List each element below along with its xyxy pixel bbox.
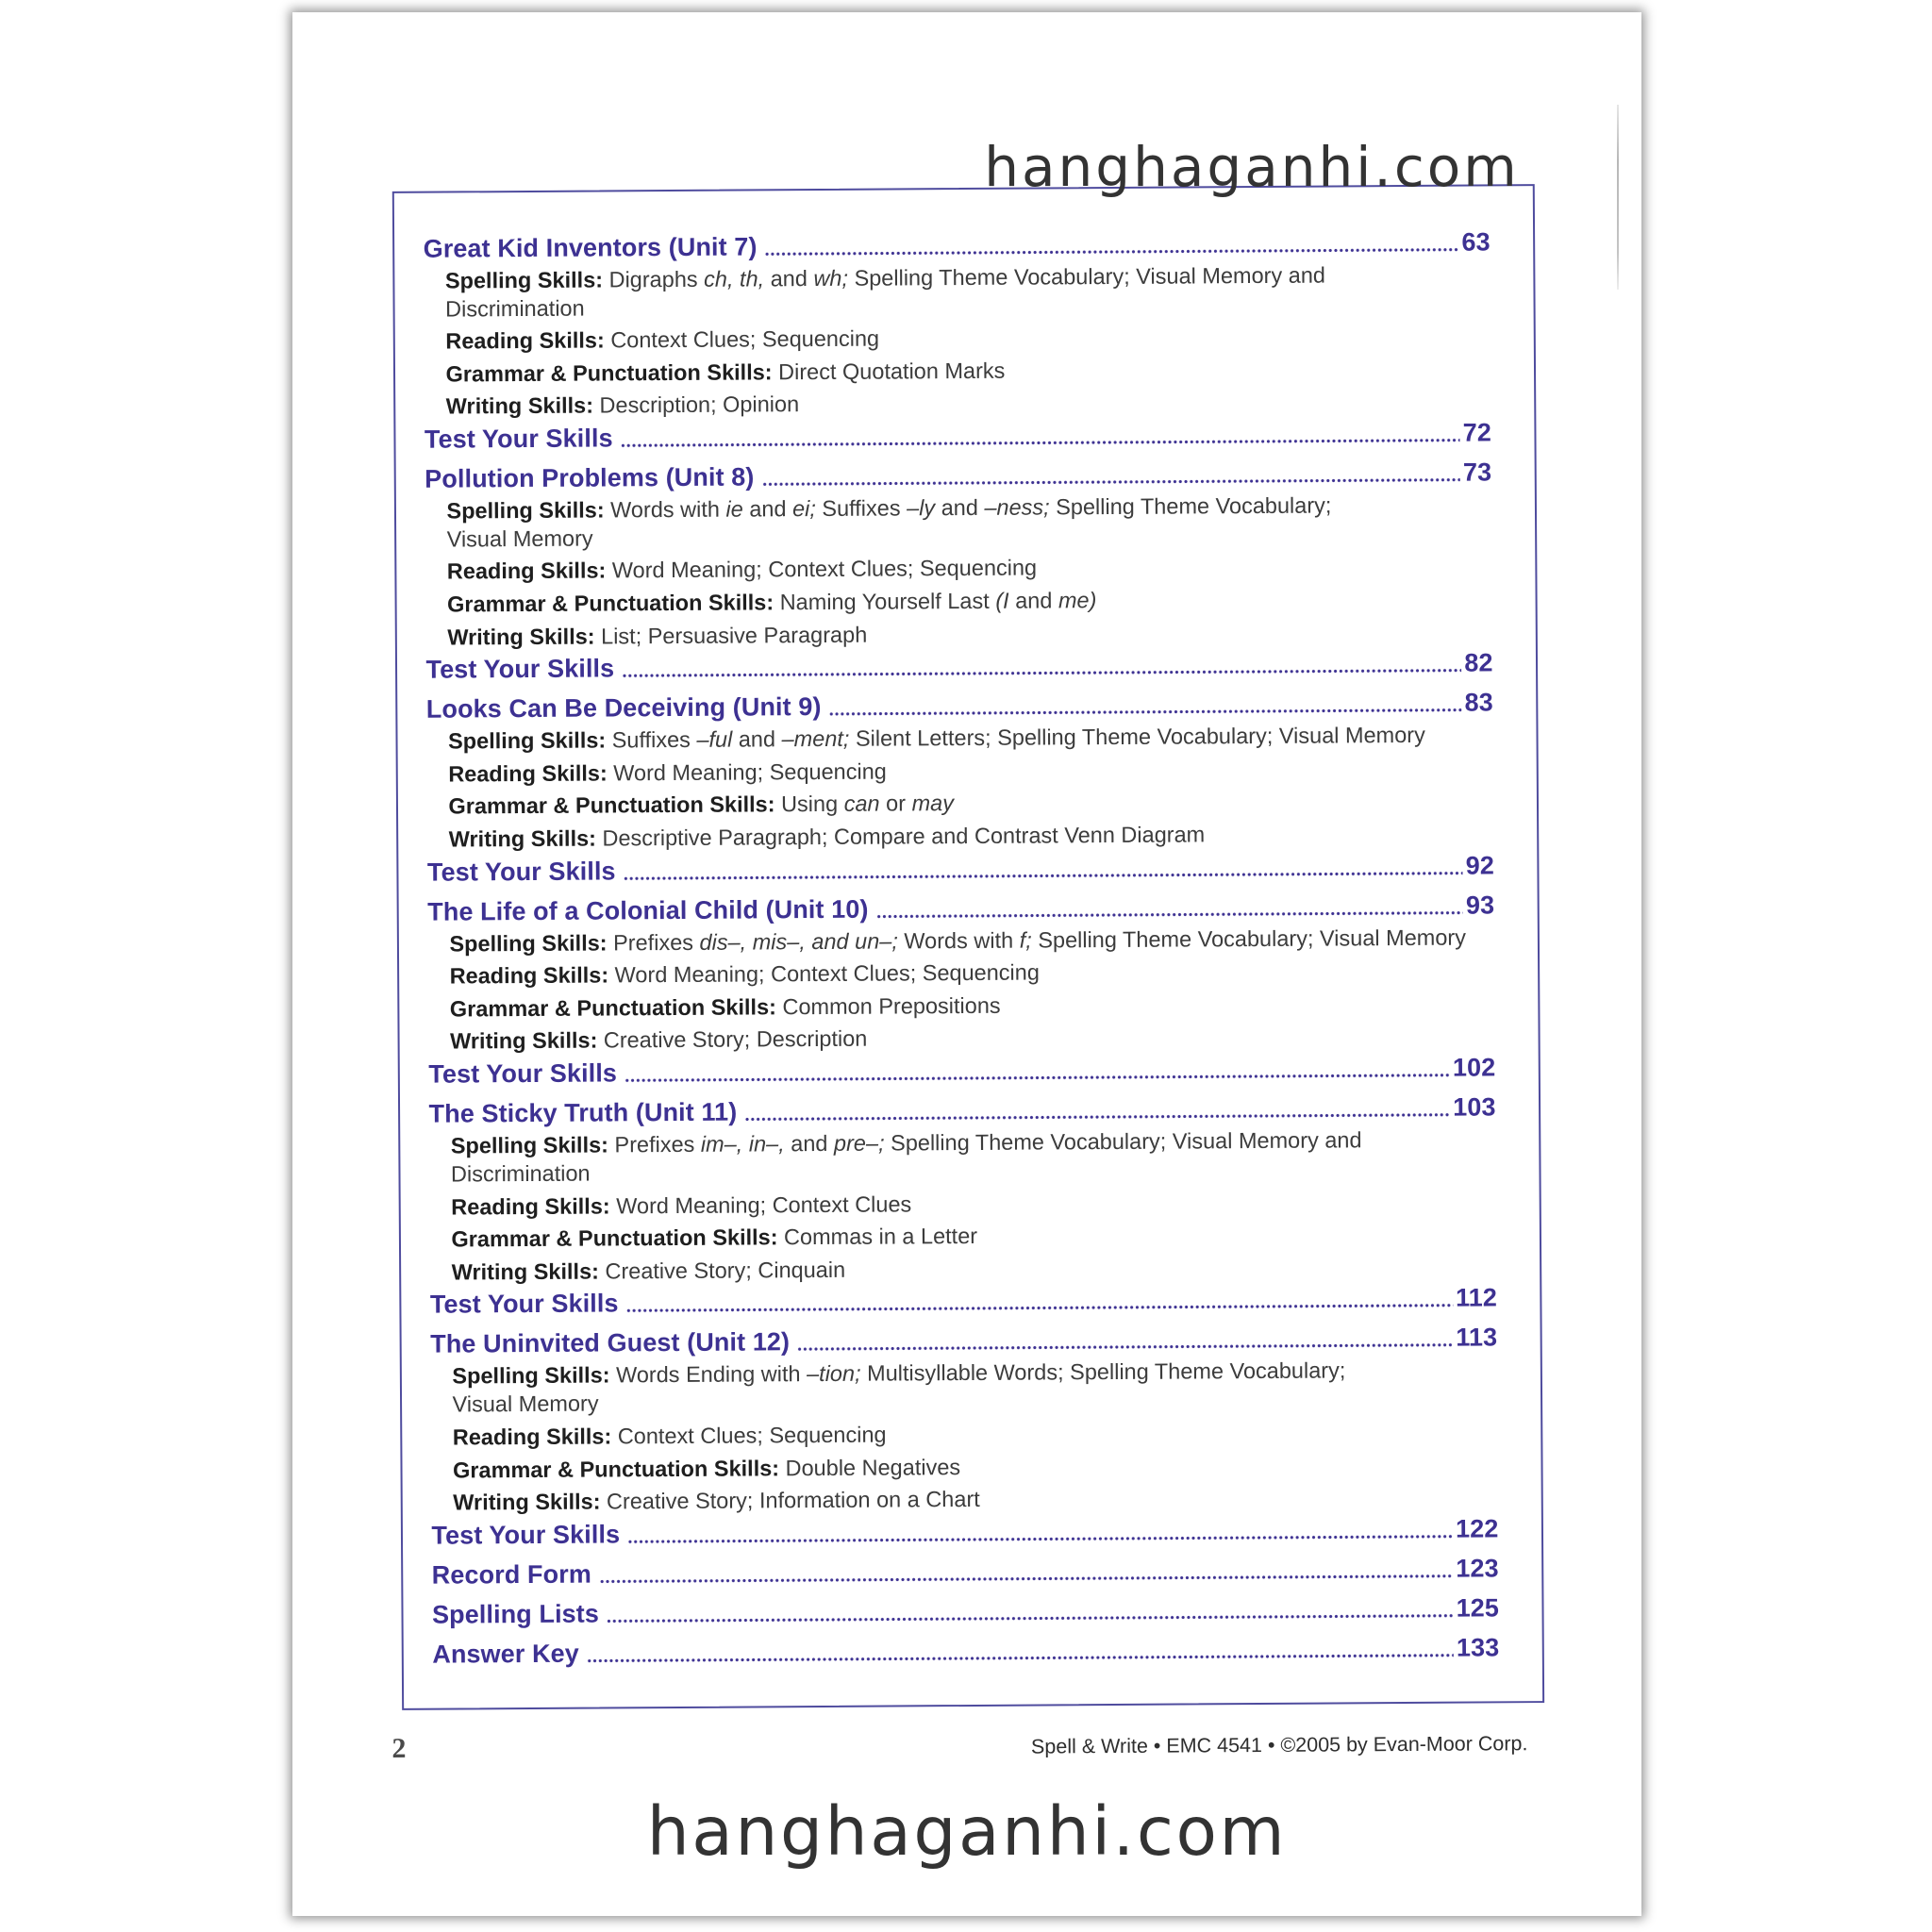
skill-line: [449, 818, 1494, 853]
back-matter-row: [432, 1633, 1499, 1668]
unit-heading-row: [424, 227, 1491, 262]
skill-line: [451, 1186, 1496, 1221]
skill-text: Naming Yourself Last: [779, 588, 996, 615]
skill-text: List; Persuasive Paragraph: [600, 622, 868, 649]
skill-text: and: [935, 494, 985, 521]
page-number-ref: 82: [1464, 648, 1493, 677]
back-matter-row: [432, 1593, 1499, 1628]
page-number-ref: 103: [1453, 1092, 1496, 1122]
skill-entry: [447, 551, 1492, 586]
dot-leader: [875, 891, 1463, 923]
unit-title: The Sticky Truth (Unit 11): [428, 1097, 738, 1128]
skill-entry: [445, 259, 1491, 323]
skill-line: [450, 988, 1495, 1023]
test-label: Test Your Skills: [426, 857, 616, 887]
toc-section: [427, 891, 1495, 1089]
page-number-ref: 123: [1456, 1554, 1499, 1583]
skill-label: Reading Skills:: [449, 962, 609, 989]
italic-term: –ful: [696, 726, 733, 753]
back-matter-title: Spelling Lists: [431, 1599, 600, 1629]
skill-text: Description; Opinion: [599, 391, 800, 418]
skill-text: Creative Story; Cinquain: [605, 1257, 846, 1284]
skill-label: Spelling Skills:: [444, 266, 604, 293]
skill-text: Creative Story; Information on a Chart: [606, 1487, 980, 1514]
skill-entry: [445, 320, 1491, 355]
skill-line: [448, 753, 1493, 788]
skill-label: Reading Skills:: [452, 1424, 612, 1450]
unit-title: Pollution Problems (Unit 8): [425, 462, 755, 493]
unit-heading-row: [426, 689, 1493, 724]
page-number-ref: 93: [1465, 891, 1495, 920]
test-your-skills-row: [428, 1053, 1495, 1088]
test-label: Test Your Skills: [431, 1520, 621, 1550]
page-number-ref: 73: [1462, 458, 1492, 487]
test-label: Test Your Skills: [425, 654, 615, 684]
skill-text: Suffixes: [611, 727, 697, 753]
back-matter-row: [432, 1554, 1499, 1589]
skill-line: [447, 616, 1492, 651]
skill-entry: [450, 1021, 1495, 1056]
test-label: Test Your Skills: [429, 1289, 619, 1320]
skill-text: and: [764, 265, 814, 291]
watermark-bottom: hanghaganhi.com: [646, 1792, 1288, 1871]
skill-entry: [451, 1186, 1496, 1221]
skill-label: Grammar & Punctuation Skills:: [452, 1455, 780, 1483]
dot-leader: [587, 1633, 1454, 1667]
skill-entry: [450, 988, 1495, 1023]
skill-label: Reading Skills:: [446, 558, 607, 585]
skill-entry: [446, 386, 1491, 421]
skill-entry: [451, 1219, 1496, 1254]
page-number-ref: 125: [1456, 1593, 1500, 1623]
skill-entry: [453, 1416, 1498, 1451]
skill-label: Spelling Skills:: [450, 1132, 609, 1158]
dot-leader: [624, 851, 1463, 885]
toc-list: [424, 227, 1500, 1669]
skill-text: or: [879, 791, 912, 817]
skill-label: Spelling Skills:: [447, 727, 607, 754]
italic-term: may: [911, 791, 955, 816]
skill-text: Multisyllable Words; Spelling Theme Vocabulary;: [860, 1357, 1346, 1387]
unit-heading-row: [425, 458, 1491, 492]
skill-text: Commas in a Letter: [783, 1224, 978, 1250]
skill-text: Word Meaning; Context Clues: [616, 1191, 912, 1218]
skill-text: Context Clues; Sequencing: [617, 1422, 887, 1449]
page-number-ref: 63: [1461, 226, 1491, 257]
skill-text: Context Clues; Sequencing: [610, 325, 880, 353]
page-number-ref: 133: [1456, 1633, 1500, 1662]
page-number-ref: 83: [1464, 688, 1493, 717]
skill-text: Word Meaning; Context Clues; Sequencing: [614, 959, 1040, 988]
skill-label: Writing Skills:: [447, 624, 595, 650]
dot-leader: [761, 458, 1460, 491]
skill-text: Double Negatives: [785, 1454, 961, 1480]
skill-line: [453, 1416, 1498, 1451]
test-label: Test Your Skills: [424, 424, 613, 454]
page-number: 2: [391, 1732, 407, 1764]
skill-line: [446, 386, 1491, 421]
italic-term: ch, th,: [704, 265, 765, 291]
skill-text: Words with: [610, 496, 726, 523]
skill-text: Common Prepositions: [782, 992, 1001, 1020]
skill-text: Words Ending with: [615, 1361, 808, 1388]
skill-entry: [446, 490, 1491, 553]
dot-leader: [744, 1093, 1450, 1126]
skill-line: [452, 1251, 1497, 1286]
skill-line: [445, 353, 1491, 388]
skill-label: Reading Skills:: [445, 327, 605, 354]
italic-term: –ly: [906, 495, 936, 521]
skill-text: and: [784, 1130, 835, 1157]
toc-section: [424, 227, 1491, 454]
skill-line: [451, 1219, 1496, 1254]
skill-entry: [452, 1356, 1497, 1419]
dot-leader: [764, 227, 1458, 260]
skill-text: Direct Quotation Marks: [777, 358, 1006, 384]
skill-line: [445, 320, 1491, 355]
toc-section: [428, 1092, 1496, 1319]
unit-title: Looks Can Be Deceiving (Unit 9): [425, 692, 822, 724]
page-number-ref: 92: [1465, 851, 1495, 880]
skill-entry: [449, 923, 1494, 958]
italic-term: ie: [725, 496, 743, 522]
publisher-credit: Spell & Write • EMC 4541 • ©2005 by Evan-Moor Corp.: [1030, 1732, 1528, 1758]
skill-text: Silent Letters; Spelling Theme Vocabulary; Visual Memory: [849, 723, 1425, 752]
skill-line: [449, 923, 1494, 958]
toc-section: [426, 689, 1494, 887]
italic-term: –tion;: [806, 1361, 861, 1387]
skill-text: Digraphs: [608, 266, 705, 291]
test-your-skills-row: [427, 851, 1494, 886]
skill-entry: [450, 956, 1495, 991]
skill-text: Word Meaning; Sequencing: [613, 758, 887, 786]
skill-text: Spelling Theme Vocabulary; Visual Memory and: [847, 262, 1326, 291]
italic-term: dis–, mis–, and un–;: [699, 928, 898, 955]
toc-section: [430, 1324, 1498, 1550]
skill-label: Writing Skills:: [448, 825, 597, 852]
dot-leader: [625, 1284, 1453, 1318]
dot-leader: [797, 1324, 1453, 1356]
dot-leader: [625, 1054, 1450, 1088]
unit-title: The Uninvited Guest (Unit 12): [430, 1327, 791, 1359]
dot-leader: [828, 689, 1461, 721]
skill-text: Suffixes: [815, 495, 908, 521]
skill-text: and: [732, 726, 782, 752]
skill-line: [450, 956, 1495, 991]
skill-label: Reading Skills:: [448, 760, 608, 787]
skill-text: Prefixes: [614, 1131, 701, 1158]
italic-term: –ness;: [984, 494, 1050, 520]
skill-label: Writing Skills:: [445, 392, 594, 419]
italic-term: wh;: [813, 265, 849, 291]
skill-entry: [447, 616, 1492, 651]
back-matter-title: Answer Key: [432, 1639, 579, 1669]
skill-line: [448, 786, 1493, 821]
skill-label: Spelling Skills:: [446, 497, 605, 524]
skill-entry: [451, 1124, 1496, 1188]
skill-entry: [449, 818, 1494, 853]
page-number-ref: 112: [1455, 1283, 1497, 1313]
skill-label: Writing Skills:: [451, 1258, 600, 1285]
italic-term: can: [843, 791, 880, 817]
skill-entry: [448, 753, 1493, 788]
skill-text: Word Meaning; Context Clues; Sequencing: [611, 555, 1038, 583]
italic-term: ei;: [791, 495, 816, 522]
skill-line: [453, 1482, 1498, 1517]
watermark-top: hanghaganhi.com: [984, 135, 1520, 199]
skill-label: Grammar & Punctuation Skills:: [448, 791, 775, 819]
skill-entry: [447, 583, 1492, 618]
skill-label: Spelling Skills:: [452, 1362, 610, 1389]
skill-text: and: [1008, 588, 1058, 613]
test-your-skills-row: [431, 1514, 1498, 1549]
dot-leader: [627, 1514, 1453, 1548]
test-your-skills-row: [425, 418, 1491, 453]
skill-line: [447, 551, 1492, 586]
skill-text: Prefixes: [612, 929, 700, 956]
unit-heading-row: [427, 891, 1494, 925]
skill-text: Spelling Theme Vocabulary; Visual Memory and: [884, 1127, 1362, 1156]
unit-heading-row: [430, 1324, 1497, 1358]
page-number-ref: 122: [1455, 1514, 1499, 1543]
skill-label: Spelling Skills:: [449, 930, 608, 957]
skill-text: Words with: [897, 927, 1020, 954]
skill-text: Discrimination: [450, 1160, 591, 1187]
skill-entry: [448, 786, 1493, 821]
italic-term: im–, in–,: [700, 1131, 785, 1157]
skill-entry: [453, 1482, 1498, 1517]
skill-text: Discrimination: [444, 295, 585, 322]
skill-text: Visual Memory: [446, 525, 593, 552]
skill-text: Spelling Theme Vocabulary; Visual Memory: [1031, 924, 1467, 953]
toc-section: [425, 458, 1492, 684]
skill-entry: [453, 1449, 1498, 1484]
dot-leader: [599, 1554, 1454, 1588]
skill-label: Grammar & Punctuation Skills:: [447, 590, 774, 617]
skill-label: Reading Skills:: [451, 1193, 610, 1220]
skill-entry: [445, 353, 1491, 388]
back-matter-list: [432, 1554, 1500, 1668]
skill-label: Writing Skills:: [450, 1027, 598, 1054]
dot-leader: [621, 418, 1460, 452]
page-number-ref: 102: [1452, 1053, 1496, 1082]
skill-text: and: [742, 496, 793, 522]
italic-term: (I: [995, 588, 1009, 613]
skill-label: Grammar & Punctuation Skills:: [451, 1224, 778, 1252]
skill-entry: [452, 1251, 1497, 1286]
unit-heading-row: [428, 1092, 1495, 1127]
page-number-ref: 72: [1462, 418, 1492, 447]
unit-title: The Life of a Colonial Child (Unit 10): [427, 894, 869, 926]
skill-line: [448, 721, 1493, 756]
skill-line: [447, 583, 1492, 618]
page-number-ref: 113: [1456, 1323, 1498, 1353]
skill-line: [450, 1021, 1495, 1056]
unit-title: Great Kid Inventors (Unit 7): [423, 231, 758, 263]
dot-leader: [622, 649, 1461, 683]
skill-label: Writing Skills:: [453, 1489, 601, 1515]
italic-term: pre–;: [833, 1130, 885, 1156]
skill-text: Visual Memory: [452, 1391, 599, 1417]
test-label: Test Your Skills: [428, 1058, 618, 1089]
page-footer: [391, 1724, 1527, 1766]
skill-text: Descriptive Paragraph; Compare and Contrast Venn Diagram: [602, 822, 1206, 851]
skill-entry: [448, 721, 1493, 756]
italic-term: me): [1058, 588, 1097, 613]
test-your-skills-row: [425, 649, 1492, 684]
italic-term: f;: [1019, 927, 1032, 953]
dot-leader: [607, 1593, 1454, 1627]
skill-text: Spelling Theme Vocabulary;: [1049, 492, 1332, 520]
italic-term: –ment;: [781, 726, 850, 752]
skill-line: [453, 1449, 1498, 1484]
skill-text: Using: [780, 791, 844, 817]
test-your-skills-row: [430, 1284, 1497, 1319]
back-matter-title: Record Form: [431, 1559, 591, 1590]
table-of-contents-box: [392, 184, 1544, 1710]
skill-text: Creative Story; Description: [603, 1026, 868, 1053]
skill-label: Grammar & Punctuation Skills:: [445, 359, 773, 387]
skill-label: Grammar & Punctuation Skills:: [449, 994, 777, 1022]
